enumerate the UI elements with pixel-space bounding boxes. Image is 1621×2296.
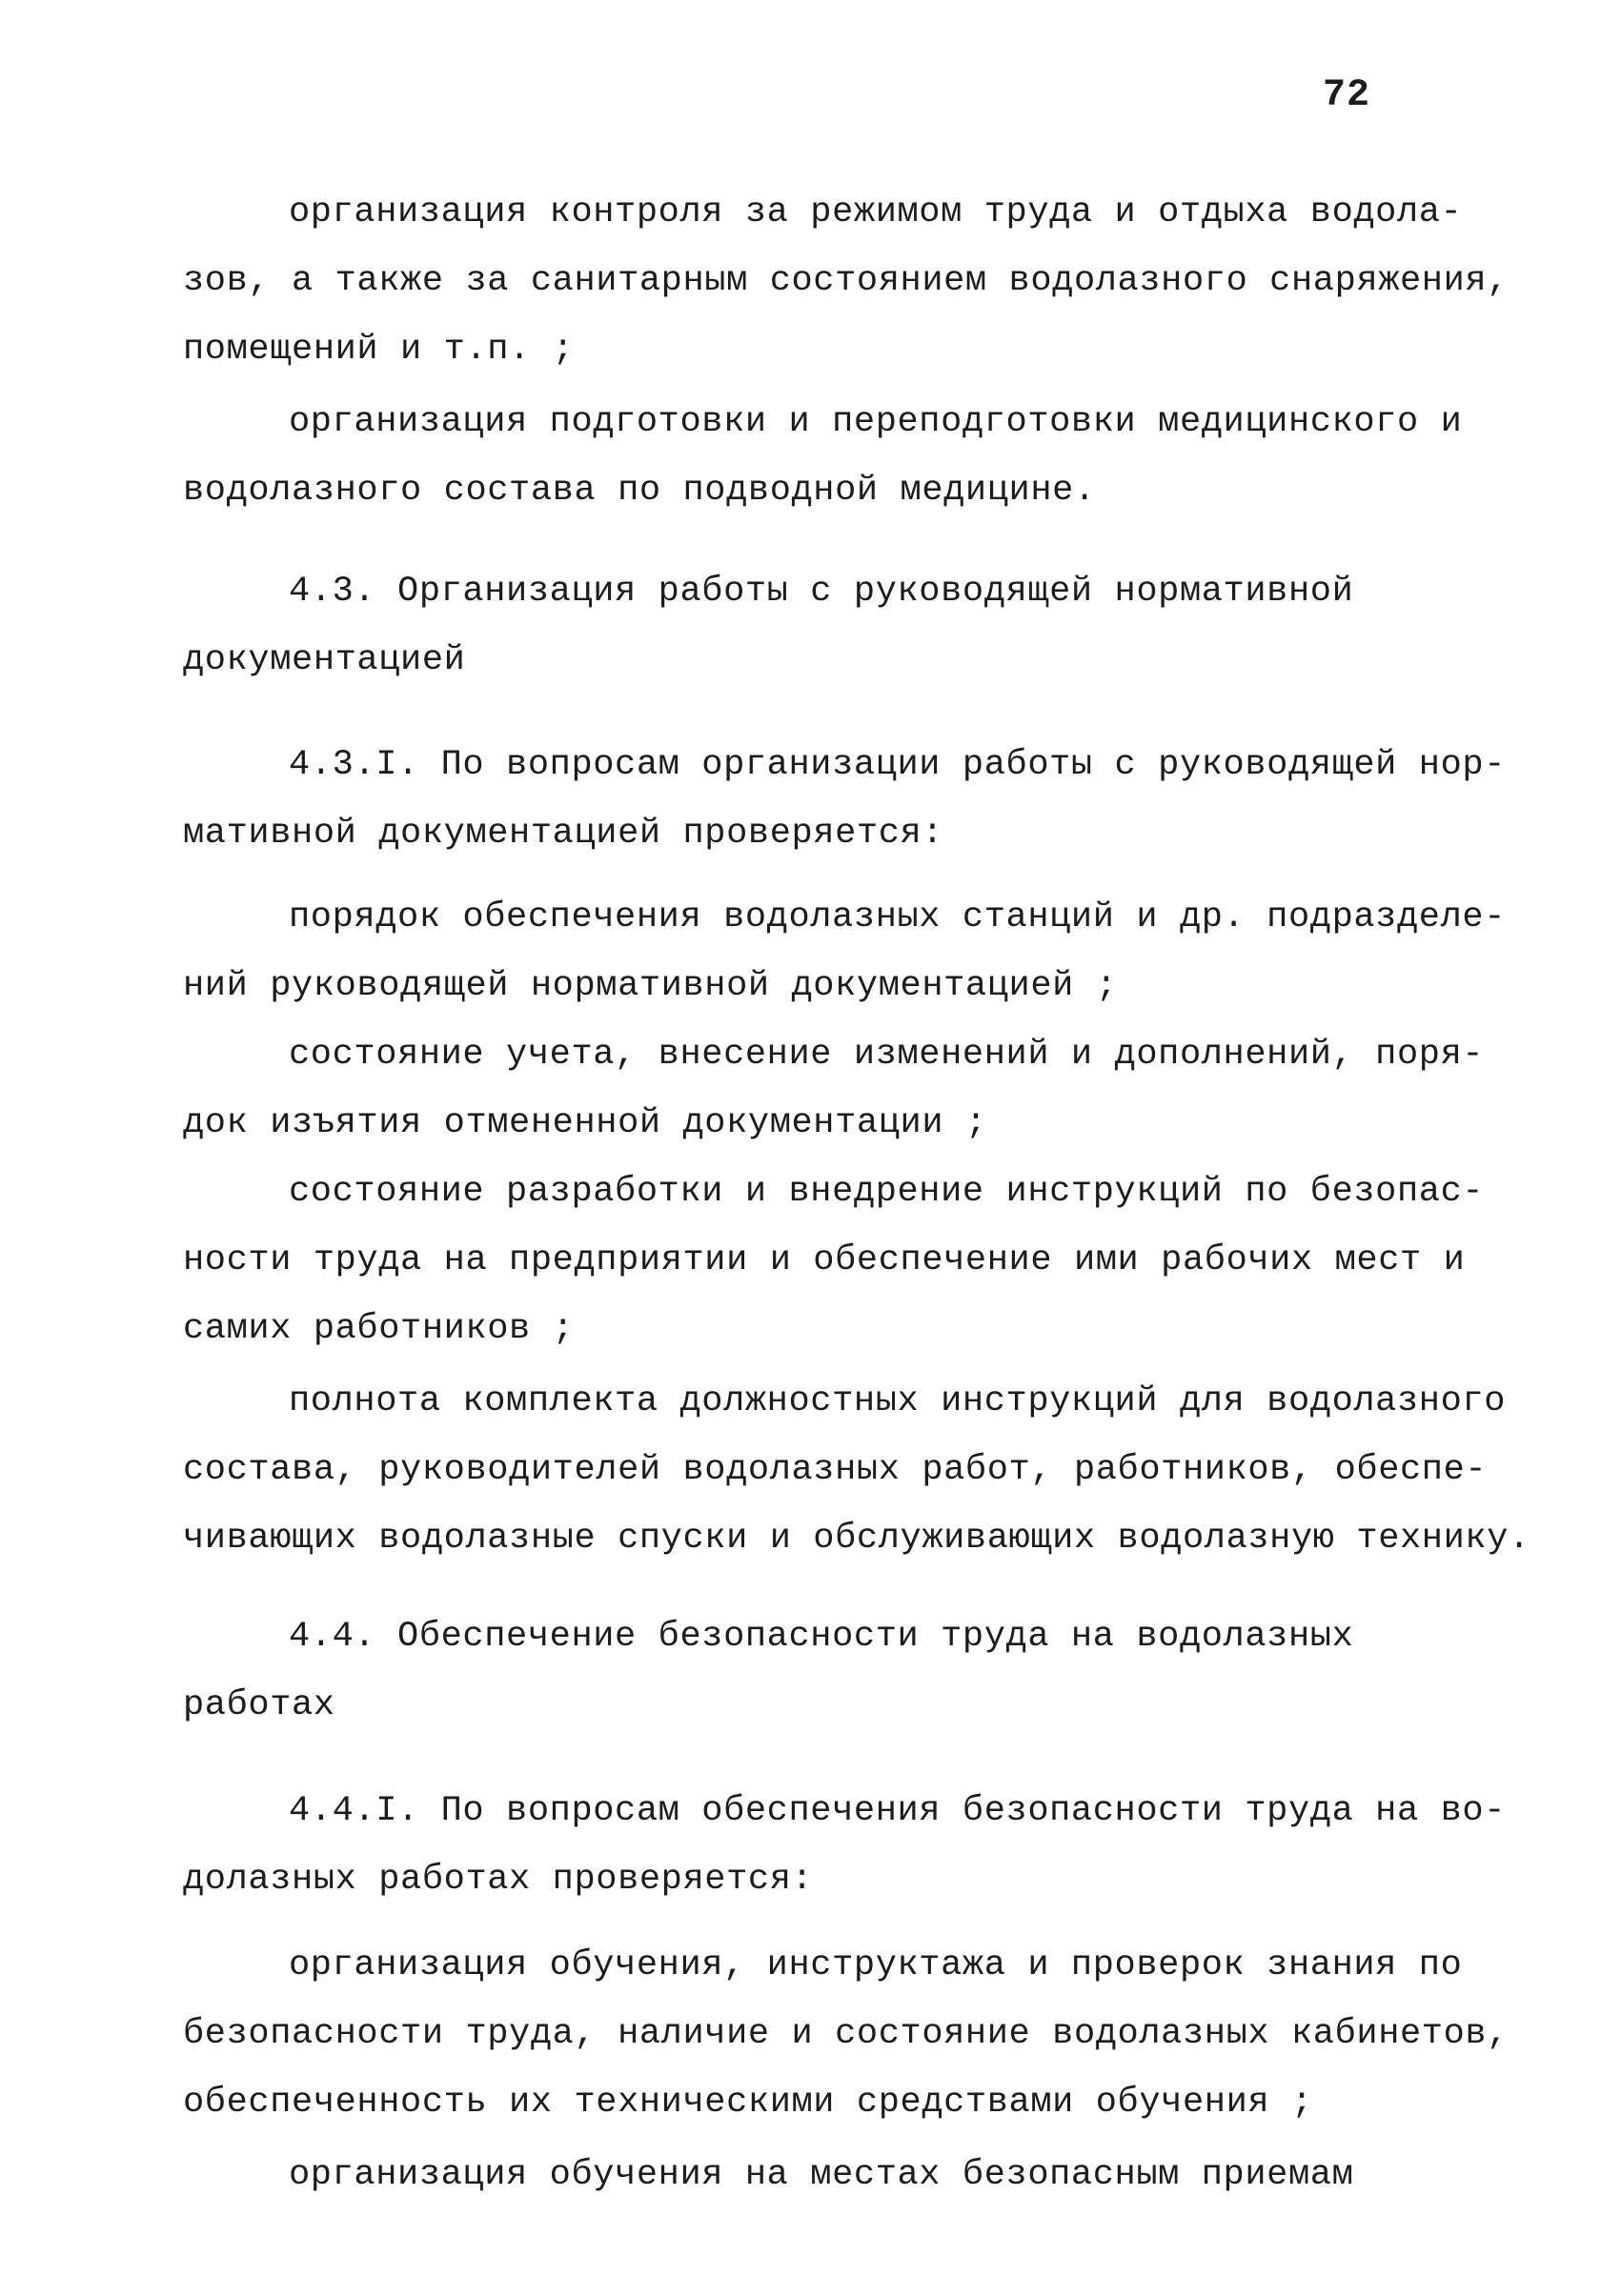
text-line: помещений и т.п. ;: [183, 330, 575, 370]
text-line: ности труда на предприятии и обеспечение ими рабочих мест и: [183, 1240, 1466, 1280]
section-heading: 4.3. Организация работы с руководящей нормативной: [289, 572, 1354, 612]
text-line: порядок обеспечения водолазных станций и др. подразделе-: [289, 897, 1507, 937]
section-heading: работах: [183, 1685, 335, 1725]
text-line: зов, а также за санитарным состоянием водолазного снаряжения,: [183, 261, 1510, 301]
text-line: состава, руководителей водолазных работ, работников, обеспе-: [183, 1450, 1488, 1490]
text-line: мативной документацией проверяется:: [183, 814, 944, 854]
text-line: полнота комплекта должностных инструкций для водолазного: [289, 1381, 1507, 1421]
text-line: безопасности труда, наличие и состояние водолазных кабинетов,: [183, 2014, 1510, 2054]
text-line: док изъятия отмененной документации ;: [183, 1103, 987, 1143]
page-number: 72: [1323, 74, 1371, 117]
text-line: организация контроля за режимом труда и отдыха водола-: [289, 192, 1463, 232]
text-line: 4.4.I. По вопросам обеспечения безопасности труда на во-: [289, 1791, 1507, 1831]
text-line: организация подготовки и переподготовки медицинского и: [289, 402, 1463, 442]
text-line: ний руководящей нормативной документацией ;: [183, 966, 1118, 1006]
text-line: самих работников ;: [183, 1309, 575, 1349]
text-line: 4.3.I. По вопросам организации работы с руководящей нор-: [289, 745, 1507, 785]
text-line: обеспеченность их техническими средствами обучения ;: [183, 2083, 1313, 2123]
text-line: организация обучения, инструктажа и проверок знания по: [289, 1945, 1463, 1985]
text-line: состояние разработки и внедрение инструкций по безопас-: [289, 1172, 1485, 1212]
section-heading: документацией: [183, 640, 466, 680]
text-line: чивающих водолазные спуски и обслуживающих водолазную технику.: [183, 1519, 1530, 1559]
text-line: организация обучения на местах безопасным приемам: [289, 2155, 1354, 2195]
text-line: долазных работах проверяется:: [183, 1860, 814, 1900]
text-line: состояние учета, внесение изменений и дополнений, поря-: [289, 1035, 1485, 1075]
section-heading: 4.4. Обеспечение безопасности труда на водолазных: [289, 1617, 1354, 1657]
text-line: водолазного состава по подводной медицине.: [183, 471, 1096, 511]
